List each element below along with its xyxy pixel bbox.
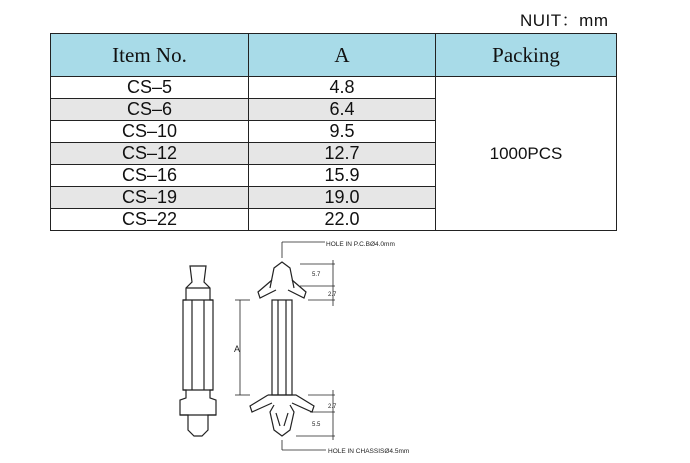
spacer-technical-drawing — [150, 240, 490, 460]
cell-packing: 1000PCS — [436, 77, 617, 231]
dim-top-2: 2.7 — [328, 292, 337, 298]
cell-item: CS–5 — [51, 77, 249, 99]
hole-chassis-label: HOLE IN CHASSISØ4.5mm — [328, 448, 410, 455]
unit-label: NUIT：mm — [520, 11, 609, 30]
cell-a: 15.9 — [249, 165, 436, 187]
hole-pcb-label: HOLE IN P.C.BØ4.0mm — [326, 241, 395, 248]
cell-item: CS–22 — [51, 209, 249, 231]
dim-a-label: A — [234, 344, 241, 354]
cell-item: CS–16 — [51, 165, 249, 187]
cell-a: 9.5 — [249, 121, 436, 143]
header-item-no: Item No. — [51, 34, 249, 77]
header-packing: Packing — [436, 34, 617, 77]
cell-item: CS–19 — [51, 187, 249, 209]
cell-item: CS–12 — [51, 143, 249, 165]
spec-table — [50, 33, 617, 231]
cell-a: 4.8 — [249, 77, 436, 99]
dim-top-1: 5.7 — [312, 272, 321, 278]
cell-a: 19.0 — [249, 187, 436, 209]
cell-a: 22.0 — [249, 209, 436, 231]
table-header-row — [51, 34, 617, 77]
table-row — [51, 77, 617, 99]
cell-item: CS–10 — [51, 121, 249, 143]
dim-bot-2: 5.5 — [312, 422, 321, 428]
side-view-part — [180, 266, 216, 436]
front-view-part — [250, 262, 314, 436]
cell-a: 12.7 — [249, 143, 436, 165]
header-a: A — [249, 34, 436, 77]
cell-a: 6.4 — [249, 99, 436, 121]
dim-bot-1: 2.7 — [328, 404, 337, 410]
cell-item: CS–6 — [51, 99, 249, 121]
